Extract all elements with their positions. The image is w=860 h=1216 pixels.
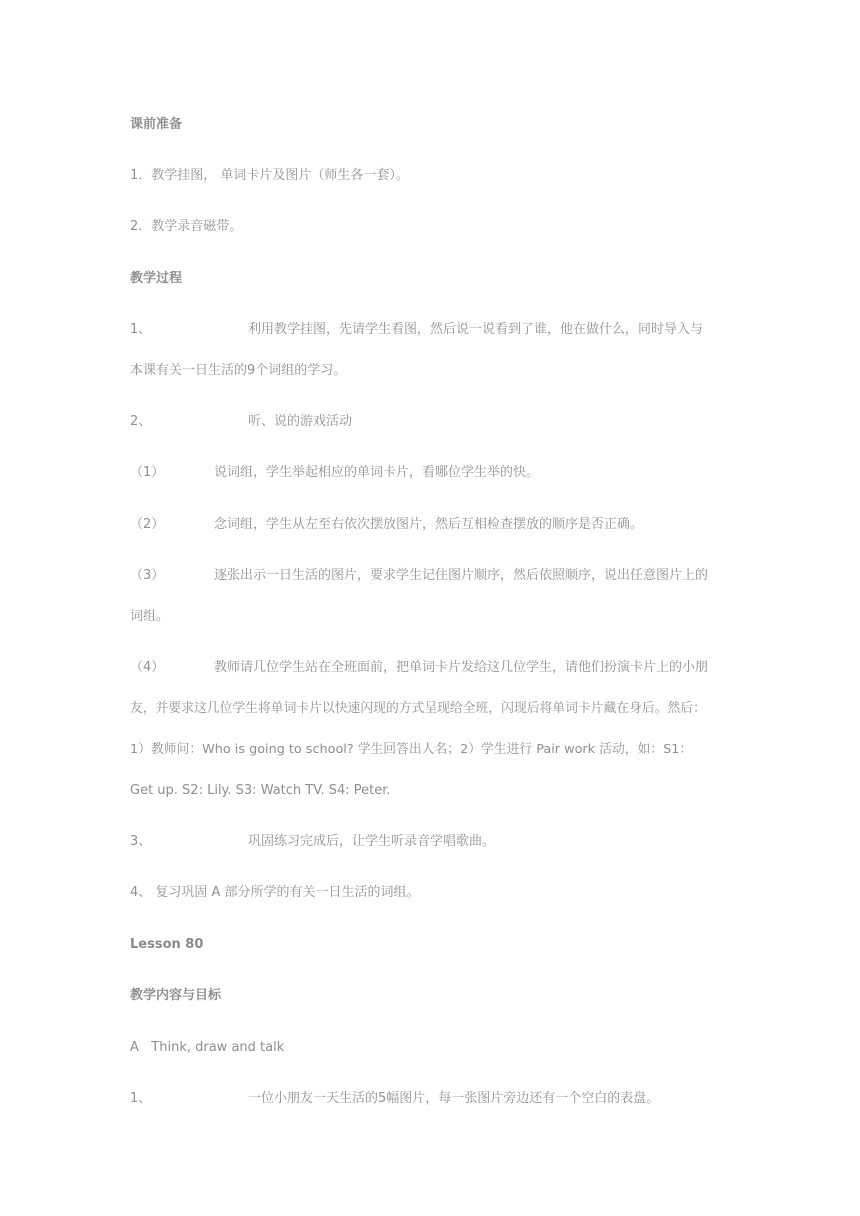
sub-step-4-continuation-1: 友，并要求这几位学生将单词卡片以快速闪现的方式呈现给全班，闪现后将单词卡片藏在身后。然后： [130, 701, 706, 716]
sub-step-2-number: （2） [130, 517, 165, 532]
step-1 [130, 321, 730, 339]
prep-heading: 课前准备 [130, 117, 183, 132]
step-3-text: 巩固练习完成后，让学生听录音学唱歌曲。 [248, 834, 496, 849]
lesson-heading: Lesson 80 [130, 937, 204, 952]
step-1-text: 利用教学挂图，先请学生看图，然后说一说看到了谁，他在做什么，同时导入与 [248, 322, 704, 337]
section-a-step-1-number: 1、 [130, 1091, 152, 1106]
sub-step-3-continuation: 词组。 [130, 609, 170, 624]
step-2 [130, 413, 730, 431]
step-4: 4、 复习巩固 A 部分所学的有关一日生活的词组。 [130, 885, 420, 900]
sub-step-4 [130, 659, 730, 677]
step-2-text: 听、说的游戏活动 [248, 414, 353, 429]
section-a-heading: A Think, draw and talk [130, 1040, 285, 1055]
step-2-number: 2、 [130, 414, 152, 429]
sub-step-4-continuation-3: Get up. S2: Lily. S3: Watch TV. S4: Peter. [130, 783, 391, 798]
prep-item-1: 1．教学挂图， 单词卡片及图片（师生各一套）。 [130, 168, 409, 183]
sub-step-2 [130, 516, 730, 534]
sub-step-4-continuation-2: 1）教师问：Who is going to school? 学生回答出人名；2）学生进行 Pair work 活动，如：S1： [130, 742, 693, 757]
sub-step-1-text: 说词组，学生举起相应的单词卡片，看哪位学生举的快。 [214, 465, 540, 480]
content-heading: 教学内容与目标 [130, 988, 222, 1003]
sub-step-2-text: 念词组，学生从左至右依次摆放图片，然后互相检查摆放的顺序是否正确。 [214, 517, 644, 532]
step-3-number: 3、 [130, 834, 152, 849]
sub-step-3 [130, 567, 730, 585]
process-heading: 教学过程 [130, 271, 183, 286]
section-a-step-1-text: 一位小朋友一天生活的5幅图片，每一张图片旁边还有一个空白的表盘。 [248, 1091, 660, 1106]
step-1-number: 1、 [130, 322, 152, 337]
sub-step-3-number: （3） [130, 568, 165, 583]
sub-step-4-number: （4） [130, 660, 165, 675]
sub-step-3-text: 逐张出示一日生活的图片，要求学生记住图片顺序，然后依照顺序，说出任意图片上的 [214, 568, 709, 583]
sub-step-4-text: 教师请几位学生站在全班面前，把单词卡片发给这几位学生，请他们扮演卡片上的小朋 [214, 660, 709, 675]
step-3 [130, 833, 730, 851]
sub-step-1-number: （1） [130, 465, 165, 480]
section-a-step-1 [130, 1090, 730, 1108]
prep-item-2: 2．教学录音磁带。 [130, 219, 243, 234]
sub-step-1 [130, 464, 730, 482]
step-1-continuation: 本课有关一日生活的9个词组的学习。 [130, 363, 347, 378]
